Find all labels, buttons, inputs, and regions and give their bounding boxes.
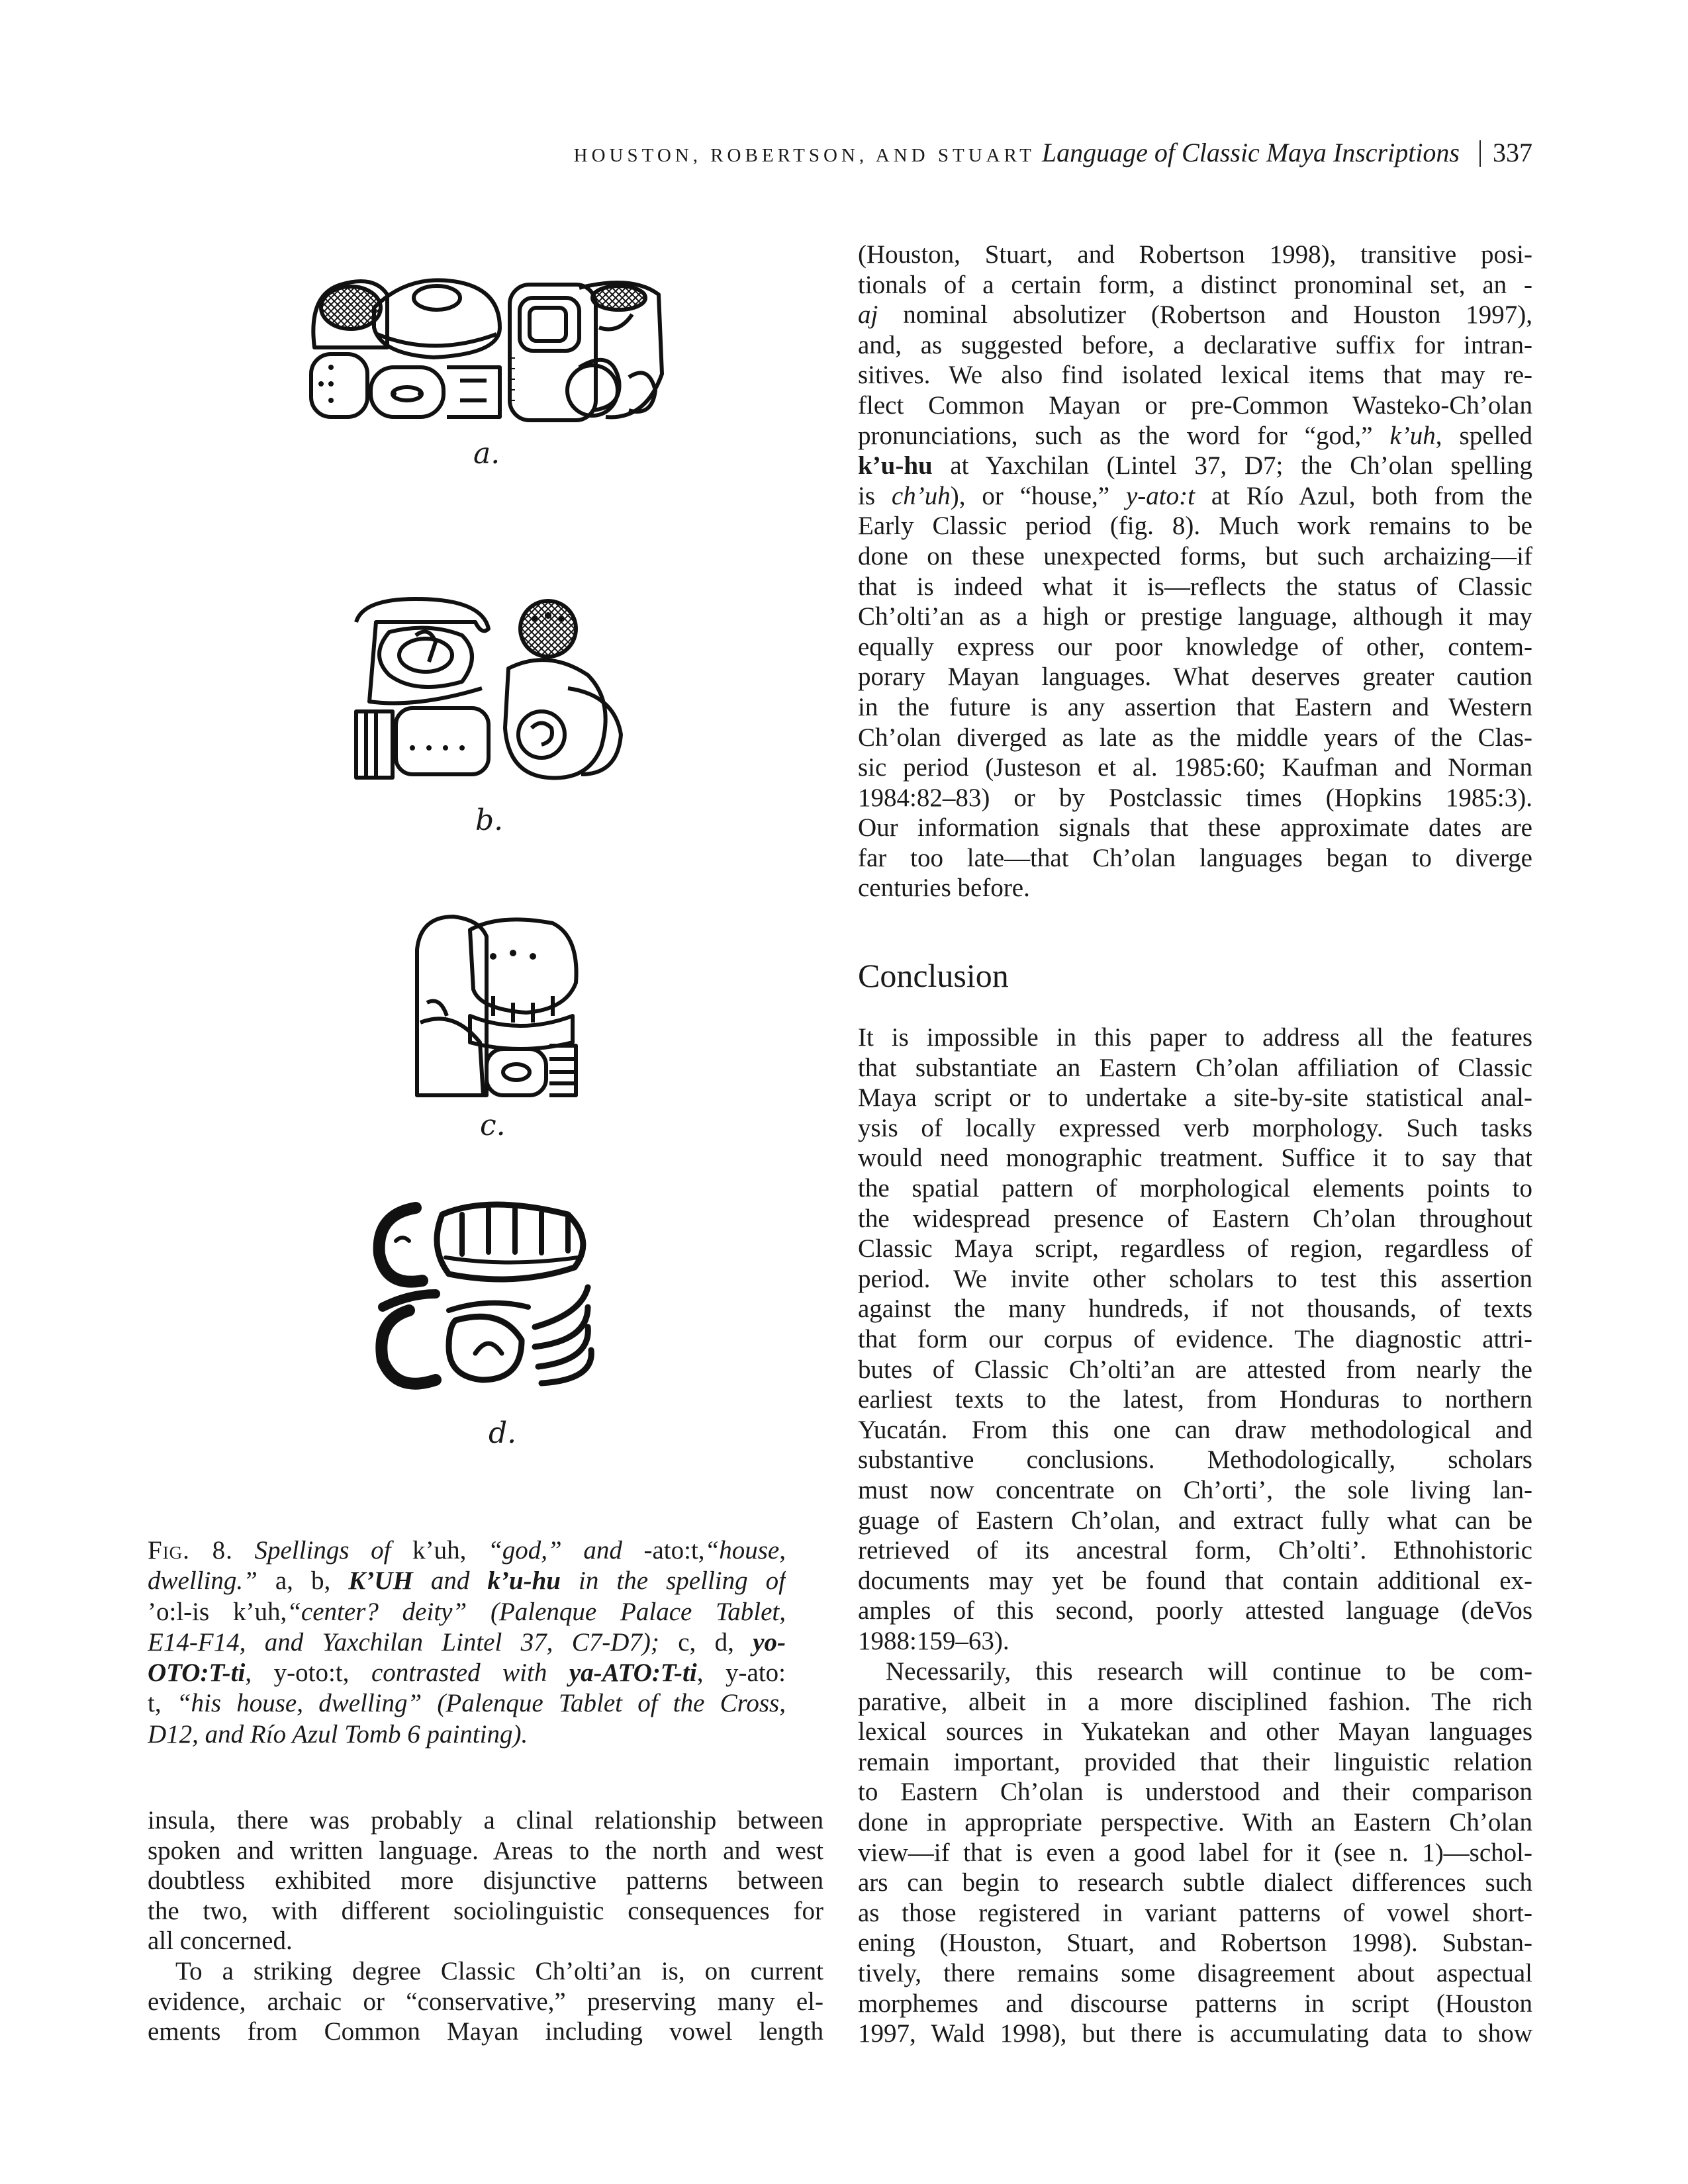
text-line: substantive conclusions. Methodologically, scholars (858, 1445, 1532, 1475)
text-segment: , y-oto:t, (245, 1659, 371, 1688)
text-segment: t, (148, 1689, 177, 1718)
text-line (148, 1627, 786, 1658)
left-paragraph-1 (148, 1805, 823, 1956)
text-segment: “god,” and (488, 1536, 622, 1565)
text-line: 1988:159–63). (858, 1626, 1009, 1655)
text-line (148, 1566, 786, 1596)
text-segment: k’u-hu (487, 1567, 561, 1596)
panel-label-a: a. (473, 437, 500, 471)
text-segment: y-ato:t (1125, 481, 1195, 510)
text-line (858, 300, 1532, 330)
text-line: the two, with different sociolinguistic consequences for (148, 1896, 823, 1925)
text-line: It is impossible in this paper to address all the features (858, 1023, 1532, 1052)
text-line: Early Classic period (fig. 8). Much work remains to be (858, 512, 1532, 541)
text-line: documents may yet be found that contain additional ex- (858, 1566, 1532, 1595)
text-segment: contrasted with (371, 1659, 569, 1688)
text-line (148, 1535, 786, 1566)
text-line: period. We invite other scholars to test this assertion (858, 1264, 1532, 1293)
header-divider (1479, 140, 1481, 167)
text-segment: , y-ato: (696, 1659, 786, 1688)
text-line: centuries before. (858, 874, 1030, 903)
text-segment: E14-F14, and Yaxchilan Lintel 37, C7-D7); (148, 1627, 659, 1657)
text-line (148, 1597, 786, 1627)
text-line: (Houston, Stuart, and Robertson 1998), transitive posi- (858, 240, 1532, 269)
text-line: view—if that is even a good label for it (see n. 1)—schol- (858, 1838, 1532, 1867)
text-segment: Fig. 8. (148, 1536, 233, 1565)
text-segment: c, d, (659, 1627, 753, 1657)
glyph-illustration-a (301, 268, 679, 430)
text-line: as those registered in variant patterns of vowel short- (858, 1898, 1532, 1927)
text-line: guage of Eastern Ch’olan, and extract fully what can be (858, 1506, 1532, 1535)
text-segment: , spelled (1435, 421, 1532, 450)
text-segment: yo- (753, 1627, 786, 1657)
header-authors: HOUSTON, ROBERTSON, AND STUART (573, 145, 1035, 166)
right-paragraph-1 (858, 240, 1532, 903)
text-segment: ch’uh (891, 481, 951, 510)
text-line: and, as suggested before, a declarative suffix for intran- (858, 330, 1532, 359)
figure-caption (148, 1535, 786, 1750)
text-line: ars can begin to research subtle dialect differences such (858, 1868, 1532, 1897)
text-segment: and (412, 1567, 488, 1596)
text-line (148, 1719, 786, 1750)
text-line: tionals of a certain form, a distinct pronominal set, an - (858, 270, 1532, 299)
text-line: insula, there was probably a clinal relationship between (148, 1806, 823, 1835)
text-segment: is (858, 481, 892, 510)
text-line: Yucatán. From this one can draw methodological and (858, 1415, 1532, 1444)
text-line: in the future is any assertion that Eastern and Western (858, 692, 1532, 721)
running-header (424, 136, 1532, 172)
text-line: flect Common Mayan or pre-Common Wasteko-Ch’olan (858, 390, 1532, 420)
text-line: done in appropriate perspective. With an Eastern Ch’olan (858, 1807, 1532, 1837)
text-line: earliest texts to the latest, from Honduras to northern (858, 1385, 1532, 1414)
text-segment: at Yaxchilan (Lintel 37, D7; the Ch’olan spelling (932, 451, 1532, 480)
glyph-illustration-b (350, 596, 634, 784)
text-line: remain important, provided that their linguistic relation (858, 1747, 1532, 1776)
text-line: all concerned. (148, 1927, 293, 1956)
text-line: ysis of locally expressed verb morphology. Such tasks (858, 1113, 1532, 1142)
text-segment: nominal absolutizer (Robertson and Houston 1997), (878, 300, 1532, 330)
page-number: 337 (1493, 138, 1532, 167)
text-line: to Eastern Ch’olan is understood and their comparison (858, 1778, 1532, 1807)
text-line: retrieved of its ancestral form, Ch’olti’. Ethnohistoric (858, 1536, 1532, 1565)
section-heading-conclusion: Conclusion (858, 957, 1009, 994)
text-line: Maya script or to undertake a site-by-site statistical anal- (858, 1083, 1532, 1113)
text-line: done on these unexpected forms, but such archaizing—if (858, 541, 1532, 570)
text-line: To a striking degree Classic Ch’olti’an is, on current (175, 1957, 823, 1985)
text-line (858, 481, 1532, 512)
text-line: tively, there remains some disagreement about aspectual (858, 1958, 1532, 1987)
panel-label-d: d. (489, 1416, 517, 1450)
text-segment: Spellings of (254, 1536, 391, 1565)
text-line: that form our corpus of evidence. The diagnostic attri- (858, 1324, 1532, 1353)
text-line: spoken and written language. Areas to the north and west (148, 1836, 823, 1865)
text-segment: dwelling.” (148, 1567, 258, 1596)
text-line: porary Mayan languages. What deserves greater caution (858, 662, 1532, 692)
text-line (858, 451, 1532, 481)
text-segment (233, 1536, 255, 1565)
text-line: against the many hundreds, if not thousands, of texts (858, 1295, 1532, 1324)
text-segment: OTO:T-ti (148, 1659, 246, 1688)
text-line: butes of Classic Ch’olti’an are attested from nearly the (858, 1355, 1532, 1384)
text-line: far too late—that Ch’olan languages began to diverge (858, 843, 1532, 872)
text-segment: ’o:l-is k’uh, (148, 1597, 287, 1626)
text-line: sitives. We also find isolated lexical items that may re- (858, 361, 1532, 390)
text-line: the widespread presence of Eastern Ch’olan throughout (858, 1204, 1532, 1233)
right-paragraph-2 (858, 1023, 1532, 1656)
text-segment: a, b, (257, 1567, 349, 1596)
text-line: doubtless exhibited more disjunctive patterns between (148, 1866, 823, 1895)
glyph-illustration-c (407, 910, 592, 1105)
text-segment: K’UH (348, 1567, 413, 1596)
text-line (858, 421, 1532, 451)
text-line: 1984:82–83) or by Postclassic times (Hopkins 1985:3). (858, 783, 1532, 812)
text-line: that substantiate an Eastern Ch’olan affiliation of Classic (858, 1053, 1532, 1082)
right-paragraph-3 (858, 1657, 1532, 2049)
text-line: evidence, archaic or “conservative,” preserving many el- (148, 1987, 823, 2016)
text-segment: k’uh (1389, 421, 1436, 450)
left-paragraph-2 (148, 1956, 823, 2047)
text-line: morphemes and discourse patterns in script (Houston (858, 1989, 1532, 2018)
text-line: Classic Maya script, regardless of region, regardless of (858, 1234, 1532, 1263)
text-line: Ch’olti’an as a high or prestige language, although it may (858, 602, 1532, 631)
text-line (148, 1688, 786, 1719)
text-line: equally express our poor knowledge of other, contem- (858, 632, 1532, 661)
text-segment: ), or “house,” (950, 481, 1126, 510)
text-segment: pronunciations, such as the word for “god,” (858, 421, 1390, 450)
text-line: amples of this second, poorly attested language (deVos (858, 1596, 1532, 1625)
text-line: 1997, Wald 1998), but there is accumulating data to show (858, 2019, 1532, 2048)
text-line: Our information signals that these approximate dates are (858, 813, 1532, 842)
text-line: Necessarily, this research will continue to be com- (886, 1657, 1532, 1686)
text-line: ements from Common Mayan including vowel length (148, 2017, 823, 2046)
text-segment: at Río Azul, both from the (1194, 481, 1532, 510)
text-line: that is indeed what it is—reflects the status of Classic (858, 572, 1532, 601)
text-line: would need monographic treatment. Suffice it to say that (858, 1144, 1532, 1173)
text-line: sic period (Justeson et al. 1985:60; Kaufman and Norman (858, 753, 1532, 782)
text-segment: aj (858, 300, 878, 330)
text-segment: “house, (704, 1536, 786, 1565)
text-line: the spatial pattern of morphological elements points to (858, 1173, 1532, 1203)
text-line: must now concentrate on Ch’orti’, the sole living lan- (858, 1475, 1532, 1504)
text-segment: D12, and Río Azul Tomb 6 painting). (148, 1719, 528, 1749)
text-segment: “center? deity” (Palenque Palace Tablet, (287, 1597, 786, 1626)
text-line: ening (Houston, Stuart, and Robertson 1998). Substan- (858, 1929, 1532, 1958)
text-segment: ya-ATO:T-ti (569, 1659, 697, 1688)
text-line: lexical sources in Yukatekan and other Mayan languages (858, 1717, 1532, 1747)
panel-label-b: b. (475, 803, 504, 837)
text-segment: k’uh, (391, 1536, 489, 1565)
text-segment: k’u-hu (858, 451, 933, 480)
text-segment: -ato:t, (622, 1536, 705, 1565)
text-line: Ch’olan diverged as late as the middle years of the Clas- (858, 723, 1532, 752)
glyph-illustration-d (369, 1195, 598, 1393)
panel-label-c: c. (480, 1109, 506, 1142)
text-line (148, 1658, 786, 1688)
header-title: Language of Classic Maya Inscriptions (1041, 138, 1460, 167)
text-segment: in the spelling of (560, 1567, 786, 1596)
text-segment: “his house, dwelling” (Palenque Tablet of the Cross, (176, 1689, 786, 1718)
text-line: parative, albeit in a more disciplined fashion. The rich (858, 1687, 1532, 1716)
